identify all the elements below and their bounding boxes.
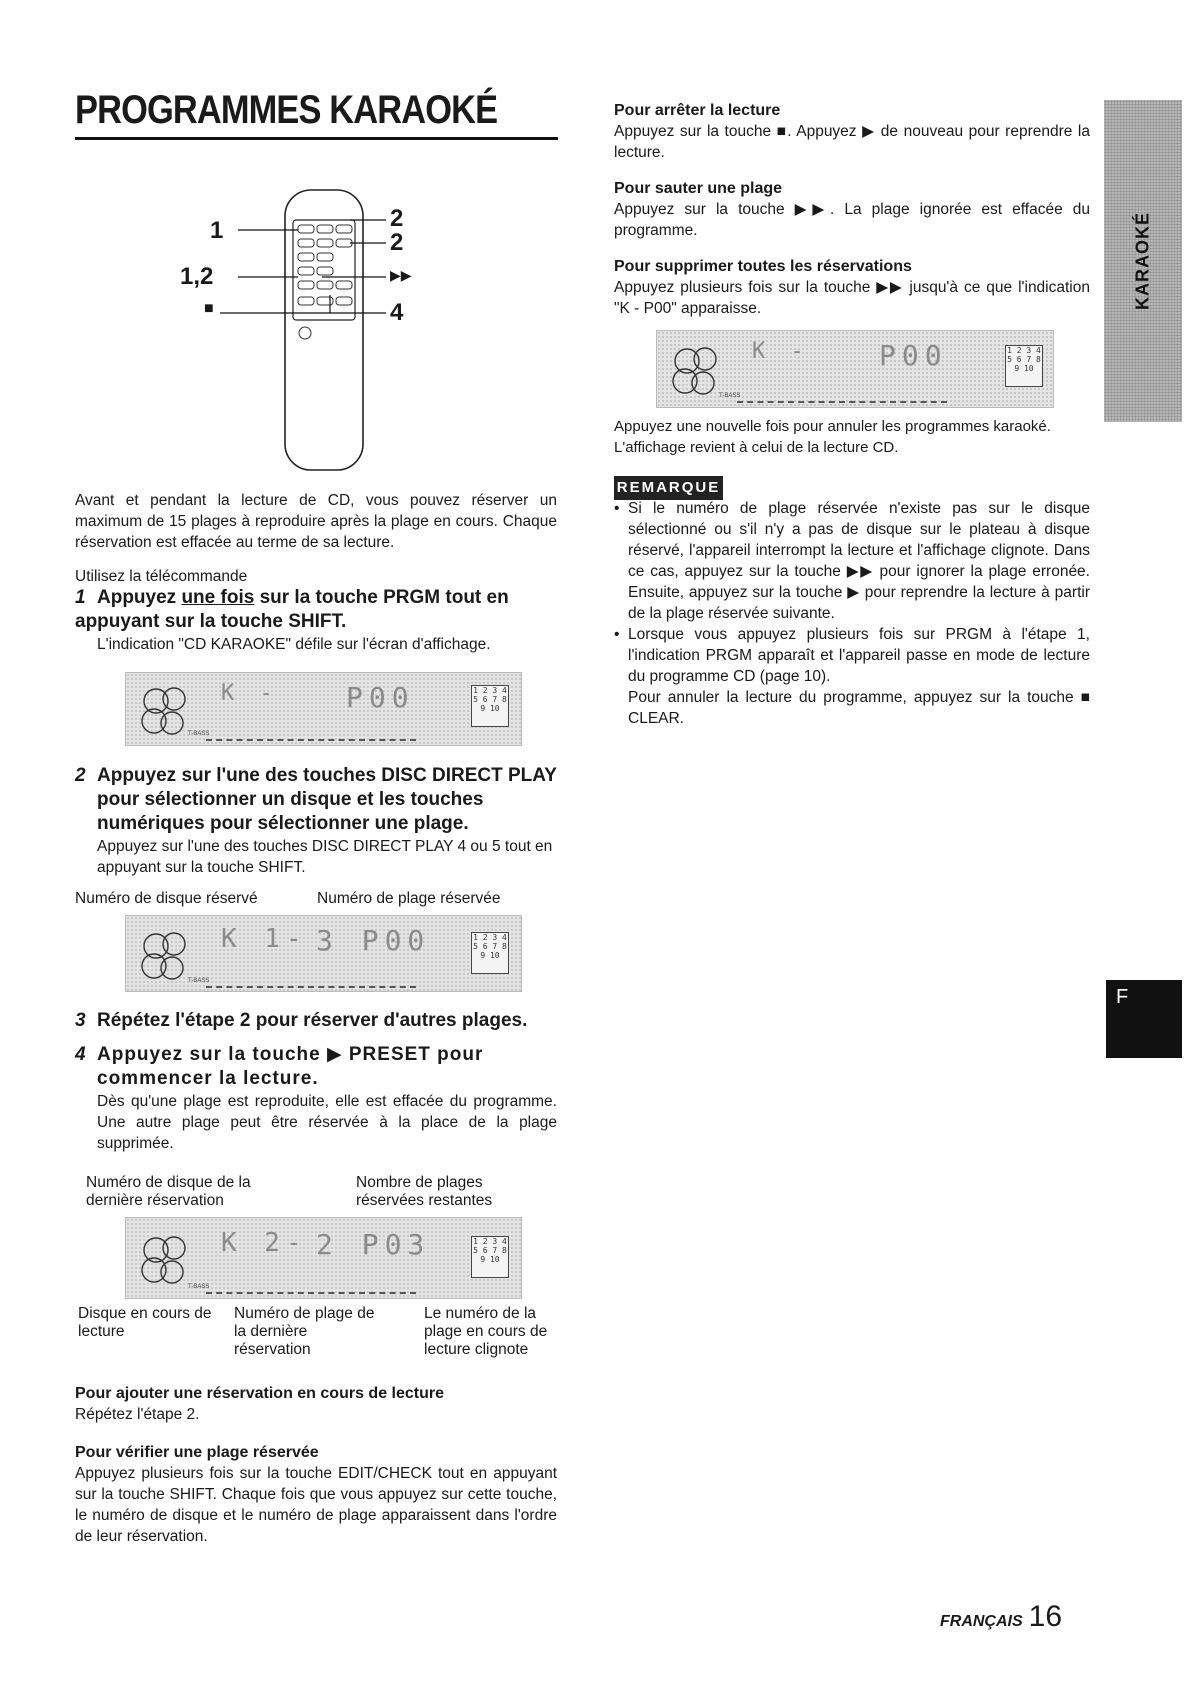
lcd-2-tbass: T-BASS <box>188 978 210 984</box>
lcd-1-track-grid: 1 2 3 4 5 6 7 8 9 10 <box>471 685 509 727</box>
footer-language: FRANÇAIS <box>940 1613 1023 1630</box>
lcd-1-left-segment: K - <box>221 681 279 706</box>
step-4-heading-pre: Appuyez sur la touche <box>97 1044 327 1065</box>
display-2-disc-label: Numéro de disque réservé <box>75 890 258 907</box>
remote-label-stop: ■ <box>204 300 214 317</box>
karaoke-logo-icon <box>134 1226 204 1290</box>
lcd-2-right-segment: 3 P00 <box>316 924 431 957</box>
play-icon: ▶ <box>326 1044 343 1065</box>
display-3-label-current-track: Le numéro de la plage en cours de lecture clignote <box>424 1305 548 1358</box>
lcd-1-dashes <box>206 739 416 741</box>
page-footer <box>940 1600 1062 1634</box>
lcd-2-left-segment: K 1- <box>221 924 308 954</box>
remote-label-2a: 2 <box>390 205 404 232</box>
check-reservation-heading: Pour vérifier une plage réservée <box>75 1444 319 1461</box>
lcd-3-right-segment: 2 P03 <box>316 1228 431 1261</box>
lcd-display-2 <box>125 915 522 992</box>
remote-label-ff: ▶▶ <box>390 267 412 283</box>
step-2 <box>75 764 557 878</box>
note-item-1: • Si le numéro de plage réservée n'existe pas sur le disque sélectionné ou s'il n'y a pas de disque sur le plateau à disque réservé, l'appareil interrompt la lecture et l'affichage clignote. Dans ce cas, appuyez sur la touche ▶▶ pour ignorer la plage erronée. Ensuite, appuyez sur la touche ▶ pour reprendre la lecture à partir de la plage réservée suivante. <box>614 498 1090 624</box>
lcd-2-track-grid: 1 2 3 4 5 6 7 8 9 10 <box>471 932 509 974</box>
skip-heading: Pour sauter une plage <box>614 180 783 197</box>
lcd-4-tbass: T-BASS <box>719 393 741 399</box>
lcd-3-dashes <box>206 1292 416 1294</box>
section-sidebar-tab <box>1104 100 1182 422</box>
page-title: PROGRAMMES KARAOKÉ <box>75 88 498 132</box>
lcd-4-track-grid: 1 2 3 4 5 6 7 8 9 10 <box>1005 345 1043 387</box>
lcd-4-right-segment: P00 <box>879 339 948 372</box>
karaoke-logo-icon <box>665 337 735 401</box>
display-3-label-left: Numéro de disque de la dernière réservation <box>86 1174 251 1209</box>
lcd-4-left-segment: K - <box>752 339 810 364</box>
skip-body: Appuyez sur la touche ▶▶. La plage ignorée est effacée du programme. <box>614 201 1090 239</box>
stop-heading: Pour arrêter la lecture <box>614 102 781 119</box>
remote-label-4: 4 <box>390 299 404 326</box>
title-underline <box>75 137 558 140</box>
language-tab <box>1106 980 1182 1058</box>
note-badge: REMARQUE <box>614 476 723 500</box>
lcd-4-dashes <box>737 401 947 403</box>
step-4 <box>75 1043 557 1154</box>
remote-label-1: 1 <box>210 217 224 244</box>
step-3-number: 3 <box>75 1010 86 1031</box>
step-1-heading-underline: une fois <box>181 587 255 608</box>
remote-label-1-2: 1,2 <box>180 263 214 290</box>
step-2-heading: Appuyez sur l'une des touches DISC DIRECT PLAY pour sélectionner un disque et les touches numériques pour sélectionner une plage. <box>97 765 557 834</box>
step-3-heading: Répétez l'étape 2 pour réserver d'autres plages. <box>97 1010 528 1031</box>
add-reservation-heading: Pour ajouter une réservation en cours de lecture <box>75 1385 444 1402</box>
remote-illustration <box>180 185 450 485</box>
step-4-number: 4 <box>75 1044 86 1065</box>
page-number: 16 <box>1028 1600 1063 1633</box>
sidebar-label: KARAOKÉ <box>1132 211 1153 311</box>
step-4-heading-post: PRESET pour commencer la lecture. <box>97 1044 484 1089</box>
step-1-number: 1 <box>75 587 86 608</box>
cancel-karaoke-text: Appuyez une nouvelle fois pour annuler les programmes karaoké. L'affichage revient à celui de la lecture CD. <box>614 418 1051 456</box>
note-list <box>614 498 1090 687</box>
check-reservation-body: Appuyez plusieurs fois sur la touche EDIT/CHECK tout en appuyant sur la touche SHIFT. Chaque fois que vous appuyez sur cette touche, le numéro de disque et le numéro de plage apparaissent dans l'ordre de leur réservation. <box>75 1465 557 1545</box>
lcd-display-1 <box>125 672 522 746</box>
step-2-number: 2 <box>75 765 86 786</box>
lcd-display-4 <box>656 330 1054 408</box>
lcd-1-tbass: T-BASS <box>188 731 210 737</box>
step-2-body: Appuyez sur l'une des touches DISC DIRECT PLAY 4 ou 5 tout en appuyant sur la touche SHIFT. <box>97 838 553 876</box>
display-3-label-last-track: Numéro de plage de la dernière réservation <box>234 1305 375 1358</box>
step-1-heading-pre: Appuyez <box>97 587 182 608</box>
language-tab-label: F <box>1116 986 1129 1008</box>
step-1-heading-post: sur la touche PRGM tout en appuyant sur la touche SHIFT. <box>75 587 509 632</box>
display-2-track-label: Numéro de plage réservée <box>317 890 501 907</box>
lcd-3-track-grid: 1 2 3 4 5 6 7 8 9 10 <box>471 1236 509 1278</box>
karaoke-logo-icon <box>134 922 204 986</box>
step-4-body: Dès qu'une plage est reproduite, elle est effacée du programme. Une autre plage peut être réservée à la place de la plage supprimée. <box>97 1093 557 1152</box>
stop-body: Appuyez sur la touche ■. Appuyez ▶ de nouveau pour reprendre la lecture. <box>614 123 1090 161</box>
lcd-3-tbass: T-BASS <box>188 1284 210 1290</box>
display-3-label-right: Nombre de plages réservées restantes <box>356 1174 493 1209</box>
add-reservation-body: Répétez l'étape 2. <box>75 1406 200 1423</box>
step-3 <box>75 1009 557 1033</box>
use-remote-label: Utilisez la télécommande <box>75 568 248 585</box>
display-3-label-disc-playing: Disque en cours de lecture <box>78 1305 212 1340</box>
remote-label-2b: 2 <box>390 229 404 256</box>
lcd-3-left-segment: K 2- <box>221 1228 308 1258</box>
note-item-2: • Lorsque vous appuyez plusieurs fois sur PRGM à l'étape 1, l'indication PRGM apparaît et l'appareil passe en mode de lecture du programme CD (page 10). <box>614 624 1090 687</box>
step-1-body: L'indication "CD KARAOKE" défile sur l'écran d'affichage. <box>97 636 491 653</box>
step-1 <box>75 586 557 655</box>
lcd-2-dashes <box>206 986 416 988</box>
note-extra: Pour annuler la lecture du programme, appuyez sur la touche ■ CLEAR. <box>628 689 1090 727</box>
clear-all-heading: Pour supprimer toutes les réservations <box>614 258 912 275</box>
clear-all-body: Appuyez plusieurs fois sur la touche ▶▶ jusqu'à ce que l'indication "K - P00" apparaisse. <box>614 279 1090 317</box>
note-content <box>614 498 1090 729</box>
remote-control-drawing <box>190 185 450 485</box>
lcd-1-right-segment: P00 <box>346 681 415 714</box>
intro-paragraph: Avant et pendant la lecture de CD, vous pouvez réserver un maximum de 15 plages à reproduire après la plage en cours. Chaque réservation est effacée au terme de sa lecture. <box>75 492 557 551</box>
lcd-display-3 <box>125 1217 522 1299</box>
